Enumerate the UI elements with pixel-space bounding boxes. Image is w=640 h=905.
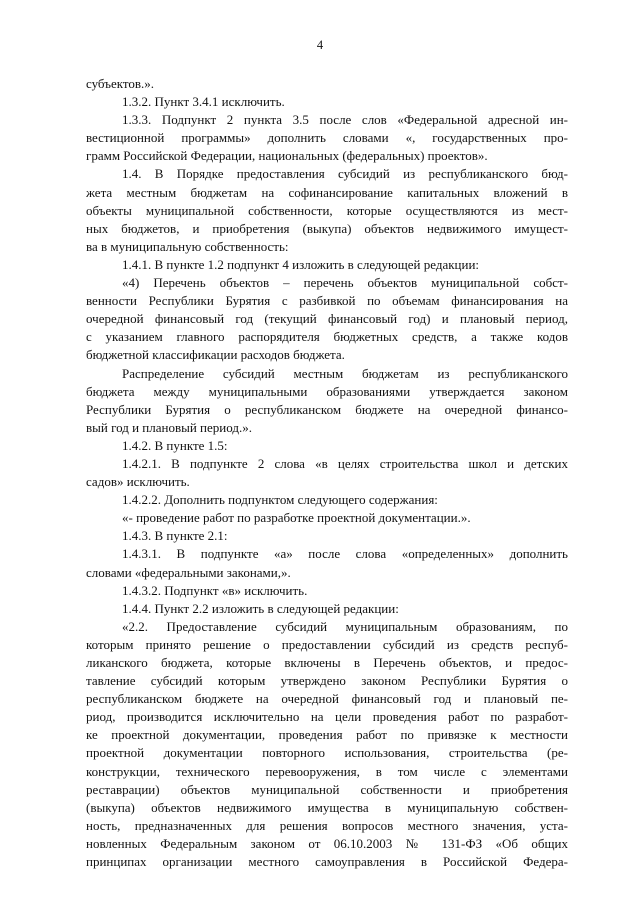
- text-line: 1.4.2.2. Дополнить подпунктом следующего содержания:: [122, 492, 438, 508]
- text-line: с указанием главного распорядителя бюджетных средств, а также кодов: [86, 329, 568, 345]
- text-line: (выкупа) объектов недвижимого имущества в муниципальную собствен-: [86, 799, 568, 815]
- text-line: венности Республики Бурятия с разбивкой по объемам финансирования на: [86, 293, 568, 309]
- text-line: вый год и плановый период.».: [86, 419, 252, 435]
- text-line: грамм Российской Федерации, национальных (федеральных) проектов».: [86, 148, 488, 164]
- text-line: риод, производится исключительно на цели проведения работ по разработ-: [86, 709, 568, 725]
- text-line: которым принято решение о предоставлении субсидий из средств респуб-: [86, 636, 568, 652]
- text-line: Республики Бурятия о республиканском бюджете на очередной финансо-: [86, 401, 568, 417]
- text-line: бюджета между муниципальными образованиями утверждается законом: [86, 383, 568, 399]
- text-line: очередной финансовый год (текущий финансовый год) и плановый период,: [86, 311, 568, 327]
- text-line: 1.3.2. Пункт 3.4.1 исключить.: [122, 94, 285, 110]
- text-line: проектной документации повторного использования, строительства (ре-: [86, 745, 568, 761]
- text-line: 1.4.3. В пункте 2.1:: [122, 528, 228, 544]
- text-line: ва в муниципальную собственность:: [86, 238, 289, 254]
- text-line: 1.3.3. Подпункт 2 пункта 3.5 после слов «Федеральной адресной ин-: [122, 112, 568, 128]
- text-line: «2.2. Предоставление субсидий муниципальным образованиям, по: [122, 618, 568, 634]
- text-line: вестиционной программы» дополнить словами «, государственных про-: [86, 130, 568, 146]
- text-line: реставрации) объектов муниципальной собственности и приобретения: [86, 781, 568, 797]
- text-line: ность, предназначенных для решения вопросов местного значения, уста-: [86, 817, 568, 833]
- text-line: тавление субсидий которым утверждено законом Республики Бурятия о: [86, 673, 568, 689]
- text-line: 1.4.3.2. Подпункт «в» исключить.: [122, 582, 308, 598]
- text-line: новленных Федеральным законом от 06.10.2003 № 131-ФЗ «Об общих: [86, 835, 568, 851]
- text-line: ликанского бюджета, которые включены в Перечень объектов, и предос-: [86, 655, 568, 670]
- text-line: садов» исключить.: [86, 474, 190, 490]
- page-number: 4: [316, 38, 324, 52]
- text-line: 1.4.2. В пункте 1.5:: [122, 437, 228, 453]
- text-line: 1.4.2.1. В подпункте 2 слова «в целях строительства школ и детских: [122, 455, 568, 471]
- text-line: субъектов.».: [86, 76, 155, 91]
- text-line: бюджетной классификации расходов бюджета.: [86, 347, 345, 363]
- text-line: 1.4.1. В пункте 1.2 подпункт 4 изложить в следующей редакции:: [122, 256, 480, 272]
- text-line: ке проектной документации, проведения работ по привязке к местности: [86, 727, 568, 743]
- document-body: [86, 75, 568, 871]
- text-line: республиканском бюджете на очередной финансовый год и плановый пе-: [86, 691, 568, 707]
- text-line: принципах организации местного самоуправления в Российской Федера-: [86, 854, 568, 870]
- text-line: жета местным бюджетам на софинансирование капитальных вложений в: [86, 184, 568, 200]
- text-line: Распределение субсидий местным бюджетам из республиканского: [122, 365, 568, 381]
- text-line: «- проведение работ по разработке проектной документации.».: [122, 510, 471, 526]
- text-line: словами «федеральными законами,».: [86, 564, 291, 580]
- text-line: «4) Перечень объектов – перечень объектов муниципальной собст-: [122, 275, 568, 291]
- text-line: ных бюджетов, и приобретения (выкупа) объектов недвижимого имущест-: [86, 220, 568, 236]
- text-line: 1.4.4. Пункт 2.2 изложить в следующей редакции:: [122, 600, 399, 616]
- text-line: конструкции, технического перевооружения, в том числе с элементами: [86, 763, 568, 779]
- text-line: объекты муниципальной собственности, которые осуществляются из мест-: [86, 202, 568, 218]
- text-line: 1.4.3.1. В подпункте «а» после слова «определенных» дополнить: [122, 546, 568, 562]
- text-line: 1.4. В Порядке предоставления субсидий из республиканского бюд-: [122, 166, 568, 182]
